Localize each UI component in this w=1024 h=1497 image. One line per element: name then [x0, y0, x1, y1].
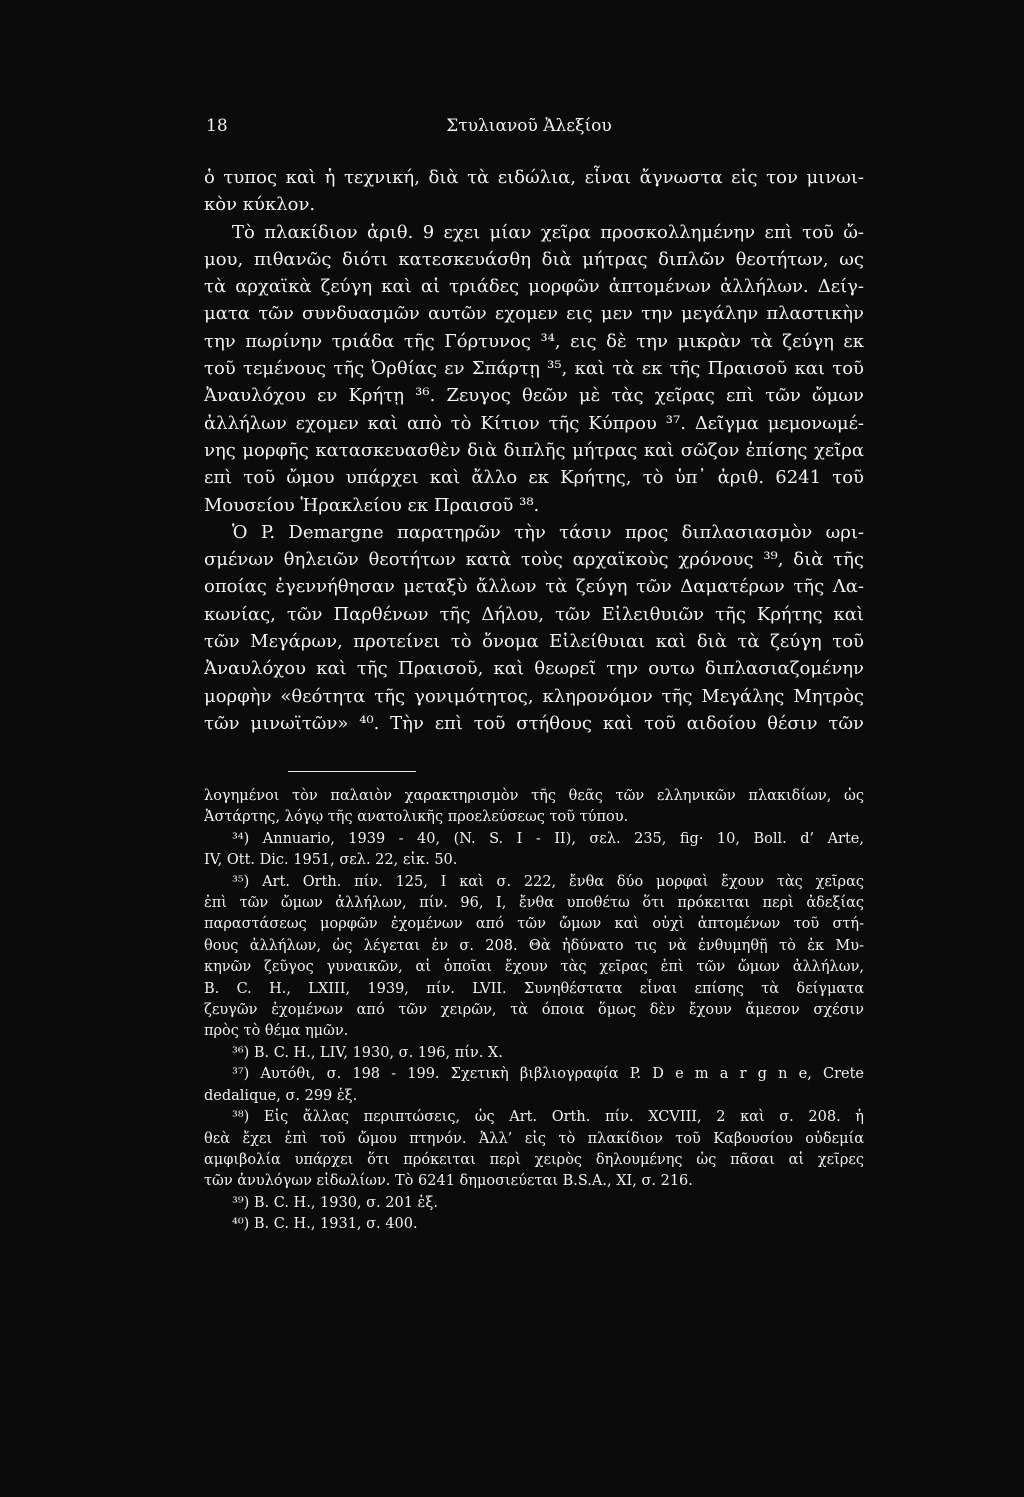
body-line: μου, πιθανῶς διότι κατεσκευάσθη διὰ μήτρας διπλῶν θεοτήτων, ως — [204, 248, 864, 270]
body-line: ματα τῶν συνδυασμῶν αυτῶν εχομεν εις μεν την μεγάλην πλαστικὴν — [204, 303, 864, 325]
footnote-line: ³⁶) B. C. H., LIV, 1930, σ. 196, πίν. X. — [232, 1044, 503, 1061]
main-text — [204, 164, 864, 737]
footnote-line: ⁴⁰) B. C. H., 1931, σ. 400. — [232, 1216, 418, 1233]
body-line: ἀλλήλων εχομεν καὶ απὸ τὸ Κίτιον τῆς Κύπρου ³⁷. Δεῖγμα μεμονωμέ- — [204, 412, 864, 434]
running-title: Στυλιανοῦ Ἀλεξίου — [446, 116, 612, 136]
footnote-separator — [288, 771, 416, 772]
body-line: μορφὴν «θεότητα τῆς γονιμότητος, κληρονόμον τῆς Μεγάλης Μητρὸς — [204, 685, 864, 707]
body-line: νης μορφῆς κατασκευασθὲν διὰ διπλῆς μήτρας καὶ σῶζον ἐπίσης χεῖρα — [204, 439, 864, 461]
body-line: τῶν Μεγάρων, προτείνει τὸ ὄνομα Εἰλείθυιαι καὶ διὰ τὰ ζεύγη τοῦ — [204, 631, 864, 653]
body-line: οποίας ἐγεννήθησαν μεταξὺ ἄλλων τὰ ζεύγη τῶν Δαματέρων τῆς Λα- — [204, 576, 864, 598]
body-line: Ἀναυλόχου εν Κρήτῃ ³⁶. Ζευγος θεῶν μὲ τὰς χεῖρας επὶ τῶν ὤμων — [204, 385, 864, 407]
footnote-line: λογημένοι τὸν παλαιὸν χαρακτηρισμὸν τῆς θεᾶς τῶν ελληνικῶν πλακιδίων, ὡς — [204, 788, 864, 804]
footnote-line: τῶν ἀνυλόγων εἰδωλίων. Τὸ 6241 δημοσιεύεται B.S.A., XI, σ. 216. — [204, 1173, 693, 1190]
body-line: τὰ αρχαϊκὰ ζεύγη καὶ αἱ τριάδες μορφῶν ἁπτομένων ἀλλήλων. Δείγ- — [204, 276, 864, 298]
page-header — [192, 116, 866, 138]
body-line: κὸν κύκλον. — [204, 194, 316, 216]
footnote-line: dedalique, σ. 299 ἑξ. — [204, 1087, 358, 1104]
body-line: την πωρίνην τριάδα τῆς Γόρτυνος ³⁴, εις δὲ την μικρὰν τὰ ζεύγη εκ — [204, 330, 864, 352]
footnote-line: θεὰ ἔχει ἐπὶ τοῦ ὤμου πτηνόν. Ἀλλ’ εἰς τὸ πλακίδιον τοῦ Καβουσίου οὐδεμία — [204, 1130, 864, 1147]
footnote-line: ³⁷) Αυτόθι, σ. 198 - 199. Σχετικὴ βιβλιογραφία P. D e m a r g n e, Crete — [232, 1066, 864, 1083]
footnote-line: πρὸς τὸ θέμα ημῶν. — [204, 1023, 349, 1040]
footnote-line: ³⁹) B. C. H., 1930, σ. 201 ἑξ. — [232, 1194, 438, 1211]
footnote-line: Ἀστάρτης, λόγῳ τῆς ανατολικῆς προελεύσεως τοῦ τύπου. — [204, 809, 629, 826]
body-line: Ἀναυλόχου καὶ τῆς Πραισοῦ, καὶ θεωρεῖ την ουτω διπλασιαζομένην — [204, 658, 864, 680]
body-line: τῶν μινωϊτῶν» ⁴⁰. Τὴν επὶ τοῦ στήθους καὶ τοῦ αιδοίου θέσιν τῶν — [204, 712, 864, 734]
body-line: κωνίας, τῶν Παρθένων τῆς Δήλου, τῶν Εἰλειθυιῶν τῆς Κρήτης καὶ — [204, 603, 864, 625]
body-line: σμένων θηλειῶν θεοτήτων κατὰ τοὺς αρχαϊκοὺς χρόνους ³⁹, διὰ τῆς — [204, 549, 864, 571]
footnote-line: ³⁸) Εἰς ἄλλας περιπτώσεις, ὡς Art. Orth. πίν. XCVIII, 2 καὶ σ. 208. ἡ — [232, 1109, 864, 1126]
footnote-line: ἐπὶ τῶν ὤμων ἀλλήλων, πίν. 96, I, ἔνθα υποθέτω ὅτι πρόκειται περὶ ἀδεξίας — [204, 895, 864, 912]
footnote-line: ³⁵) Art. Orth. πίν. 125, I καὶ σ. 222, ἔνθα δύο μορφαὶ ἔχουν τὰς χεῖρας — [232, 873, 864, 890]
body-line: Ὁ P. Demargne παρατηρῶν τὴν τάσιν προς διπλασιασμὸν ωρι- — [232, 521, 864, 543]
footnote-line: κηνῶν ζεῦγος γυναικῶν, αἱ ὁποῖαι ἔχουν τὰς χεῖρας ἐπὶ τῶν ὤμων ἀλλήλων, — [204, 959, 864, 976]
body-line: επὶ τοῦ ὤμου υπάρχει καὶ ἄλλο εκ Κρήτης, τὸ ὑπ᾽ ἀριθ. 6241 τοῦ — [204, 467, 864, 489]
footnote-line: ³⁴) Annuario, 1939 - 40, (N. S. I - II), σελ. 235, fig· 10, Boll. d’ Arte, — [232, 830, 864, 847]
footnotes — [204, 786, 864, 1236]
body-line: Τὸ πλακίδιον ἀριθ. 9 εχει μίαν χεῖρα προσκολλημένην επὶ τοῦ ὤ- — [232, 221, 864, 243]
footnote-line: ζευγῶν ἐχομένων από τῶν χειρῶν, τὰ όποια ὅμως δὲν ἔχουν ἄμεσον σχέσιν — [204, 1002, 864, 1019]
footnote-line: θους ἀλλήλων, ὡς λέγεται ἐν σ. 208. Θὰ ἠδύνατο τις νὰ ἐνθυμηθῇ τὸ ἐκ Μυ- — [204, 937, 864, 954]
footnote-line: αμφιβολία υπάρχει ὅτι πρόκειται περὶ χειρὸς δηλουμένης ὡς πᾶσαι αἱ χεῖρες — [204, 1151, 864, 1168]
body-line: Μουσείου Ἡρακλείου εκ Πραισοῦ ³⁸. — [204, 494, 540, 516]
body-line: ὁ τυπος καὶ ἡ τεχνική, διὰ τὰ ειδώλια, εἶναι ἄγνωστα εἰς τον μινωι- — [204, 167, 864, 188]
page-number: 18 — [206, 116, 228, 136]
footnote-line: παραστάσεως μορφῶν ἐχομένων από τῶν ὤμων καὶ οὐχὶ ἁπτομένων τοῦ στή- — [204, 916, 864, 933]
footnote-line: B. C. H., LXIII, 1939, πίν. LVII. Συνηθέστατα εἶναι επίσης τὰ δείγματα — [204, 980, 864, 997]
footnote-line: IV, Ott. Dic. 1951, σελ. 22, εἰκ. 50. — [204, 852, 458, 869]
body-line: τοῦ τεμένους τῆς Ὀρθίας εν Σπάρτῃ ³⁵, καὶ τὰ εκ τῆς Πραισοῦ και τοῦ — [204, 358, 864, 380]
